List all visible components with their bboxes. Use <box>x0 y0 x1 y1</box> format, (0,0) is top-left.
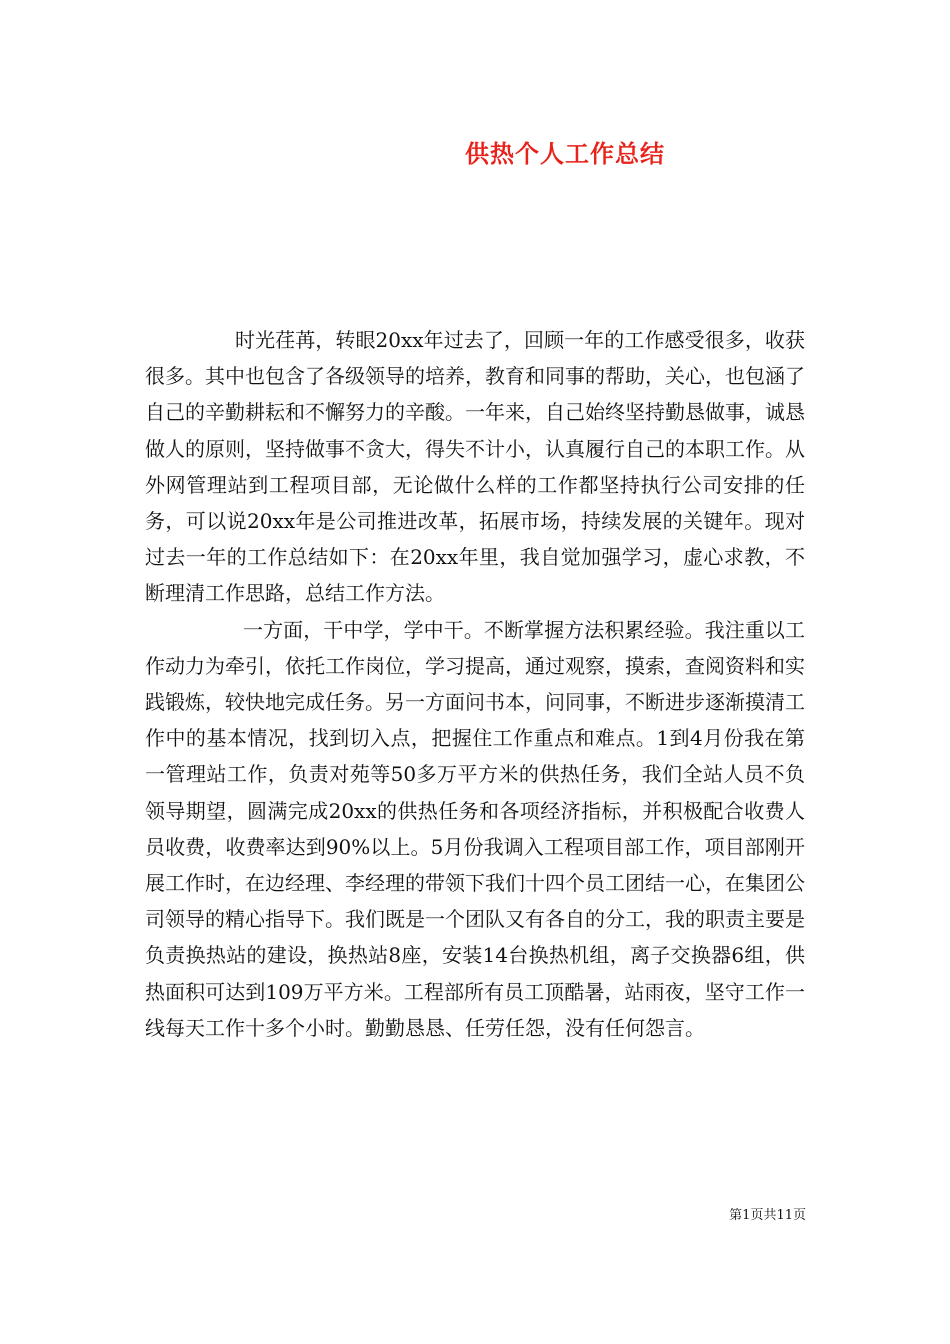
document-title: 供热个人工作总结 <box>465 139 665 168</box>
document-body <box>145 322 805 1046</box>
paragraph-1: 时光荏苒，转眼20xx年过去了，回顾一年的工作感受很多，收获很多。其中也包含了各级领导的培养，教育和同事的帮助，关心，也包涵了自己的辛勤耕耘和不懈努力的辛酸。一年来，自己始终坚持勤恳做事，诚恳做人的原则，坚持做事不贪大，得失不计小，认真履行自己的本职工作。从外网管理站到工程项目部，无论做什么样的工作都坚持执行公司安排的任务，可以说20xx年是公司推进改革，拓展市场，持续发展的关键年。现对过去一年的工作总结如下：在20xx年里，我自觉加强学习，虚心求教，不断理清工作思路，总结工作方法。 <box>145 328 805 606</box>
page-number-footer: 第1页共11页 <box>729 1208 806 1223</box>
paragraph-2: 一方面，干中学，学中干。不断掌握方法积累经验。我注重以工作动力为牵引，依托工作岗位，学习提高，通过观察，摸索，查阅资料和实践锻炼，较快地完成任务。另一方面问书本，问同事，不断进步逐渐摸清工作中的基本情况，找到切入点，把握住工作重点和难点。1到4月份我在第一管理站工作，负责对苑等50多万平方米的供热任务，我们全站人员不负领导期望，圆满完成20xx的供热任务和各项经济指标，并积极配合收费人员收费，收费率达到90%以上。5月份我调入工程项目部工作，项目部刚开展工作时，在边经理、李经理的带领下我们十四个员工团结一心，在集团公司领导的精心指导下。我们既是一个团队又有各自的分工，我的职责主要是负责换热站的建设，换热站8座，安装14台换热机组，离子交换器6组，供热面积可达到109万平方米。工程部所有员工顶酷暑，站雨夜，坚守工作一线每天工作十多个小时。勤勤恳恳、任劳任怨，没有任何怨言。 <box>145 617 805 1040</box>
